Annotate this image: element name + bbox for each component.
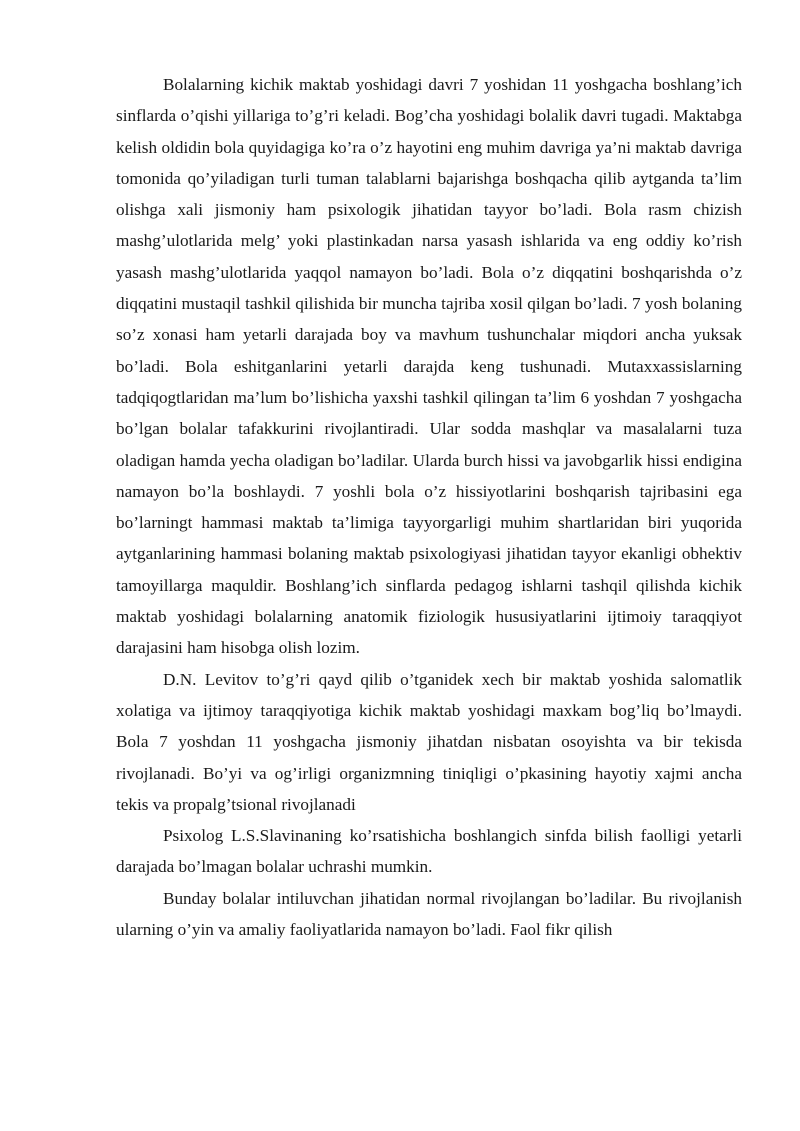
- paragraph-4: Bunday bolalar intiluvchan jihatidan normal rivojlangan bo’ladilar. Bu rivojlanish ularning o’yin va amaliy faoliyatlarida namayon bo’ladi. Faol fikr qilish: [116, 888, 742, 940]
- document-body: [116, 69, 742, 945]
- paragraph-1: Bolalarning kichik maktab yoshidagi davri 7 yoshidan 11 yoshgacha boshlang’ich sinflarda o’qishi yillariga to’g’ri keladi. Bog’cha yoshidagi bolalik davri tugadi. Maktabga kelish oldidin bola quyidagiga ko’ra o’z hayotini eng muhim davriga ya’ni maktab davriga tomonida qo’yiladigan turli tuman talablarni bajarishga boshqacha qilib aytganda ta’lim olishga xali jismoniy ham psixologik jihatidan tayyor bo’ladi. Bola rasm chizish mashg’ulotlarida melg’ yoki plastinkadan narsa yasash ishlarida va eng oddiy ko’rish yasash mashg’ulotlarida yaqqol namayon bo’ladi. Bola o’z diqqatini boshqarishda o’z diqqatini mustaqil tashkil qilishida bir muncha tajriba xosil qilgan bo’ladi. 7 yosh bolaning so’z xonasi ham yetarli darajada boy va mavhum tushunchalar miqdori ancha yuksak bo’ladi. Bola eshitganlarini yetarli darajda keng tushunadi. Mutaxxassislarning tadqiqogtlaridan ma’lum bo’lishicha yaxshi tashkil qilingan ta’lim 6 yoshdan 7 yoshgacha bo’lgan bolalar tafakkurini rivojlantiradi. Ular sodda mashqlar va masalalarni tuza oladigan hamda yecha oladigan bo’ladilar. Ularda burch hissi va javobgarlik hissi endigina namayon bo’la boshlaydi. 7 yoshli bola o’z hissiyotlarini boshqarish tajribasini ega bo’larningt hammasi maktab ta’limiga tayyorgarligi muhim shartlaridan biri yuqorida aytganlarining hammasi bolaning maktab psixologiyasi jihatidan tayyor ekanligi obhektiv tamoyillarga maquldir. Boshlang’ich sinflarda pedagog ishlarni tashqil qilishda kichik maktab yoshidagi bolalarning anatomik fiziologik hususiyatlarini ijtimoiy taraqqiyot darajasini ham hisobga olish lozim.: [116, 75, 742, 658]
- paragraph-2: D.N. Levitov to’g’ri qayd qilib o’tganidek xech bir maktab yoshida salomatlik xolatiga va ijtimoy taraqqiyotiga kichik maktab yoshidagi maxkam bog’liq bo’lmaydi. Bola 7 yoshdan 11 yoshgacha jismoniy jihatdan nisbatan osoyishta va bir tekisda rivojlanadi. Bo’yi va og’irligi organizmning tiniqligi o’pkasining hayotiy xajmi ancha tekis va propalg’tsional rivojlanadi: [116, 669, 742, 814]
- paragraph-3: Psixolog L.S.Slavinaning ko’rsatishicha boshlangich sinfda bilish faolligi yetarli darajada bo’lmagan bolalar uchrashi mumkin.: [116, 826, 742, 877]
